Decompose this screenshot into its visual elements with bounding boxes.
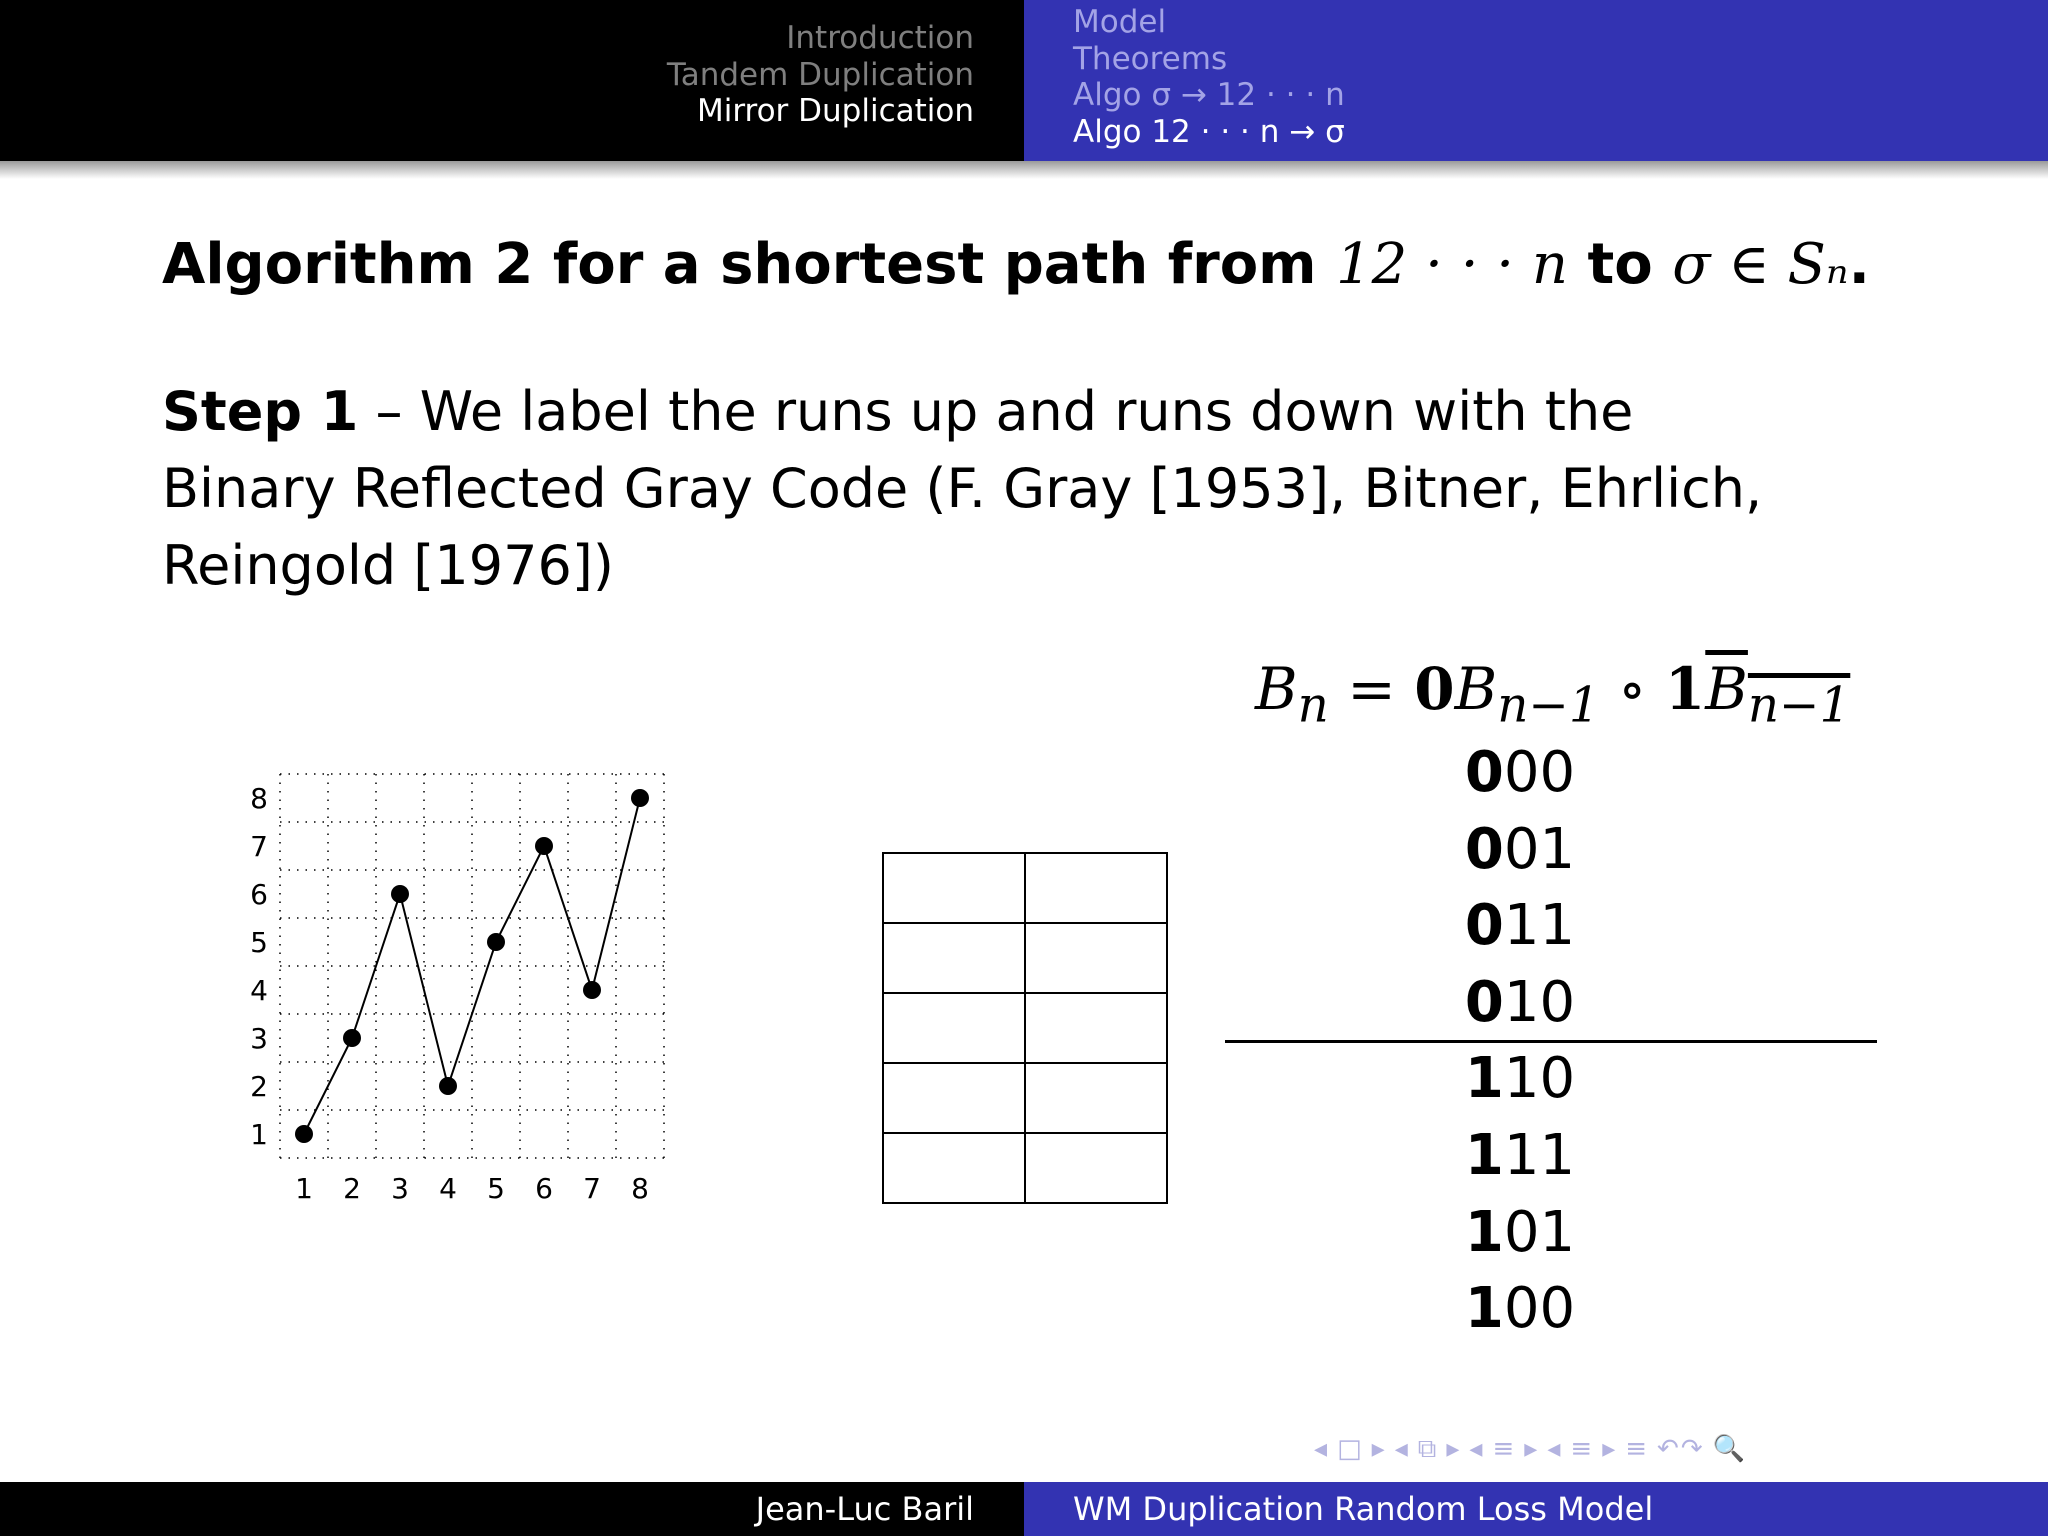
nav-next-doc-icon[interactable]: ▸ bbox=[1602, 1434, 1618, 1464]
table-cell bbox=[883, 1133, 1025, 1203]
gray-code-rest: 00 bbox=[1503, 740, 1576, 805]
nav-subsection-theorems[interactable]: Theorems bbox=[1073, 40, 1228, 77]
footer-bar bbox=[0, 1482, 2048, 1536]
header-bar bbox=[0, 0, 2048, 161]
gray-code-formula: $B_n = 0B_{n-1}$ ∘ $1B_{n-1}$ bbox=[1255, 655, 1851, 734]
y-tick-label: 8 bbox=[250, 782, 268, 815]
table-row bbox=[883, 1133, 1167, 1203]
footer-title: WM Duplication Random Loss Model bbox=[1073, 1490, 1654, 1528]
subsection-nav bbox=[1024, 0, 2048, 161]
section-list bbox=[667, 20, 974, 130]
title-mid: to bbox=[1587, 232, 1653, 297]
data-point bbox=[295, 1125, 313, 1143]
x-tick-label: 1 bbox=[295, 1172, 313, 1205]
y-tick-label: 2 bbox=[250, 1070, 268, 1103]
gray-code-prefix: 1 bbox=[1464, 1046, 1504, 1112]
series-line bbox=[304, 798, 640, 1134]
nav-section-icon[interactable]: ≡ bbox=[1492, 1434, 1517, 1464]
title-end: . bbox=[1848, 232, 1870, 297]
nav-subsection-algo-identity-to-sigma[interactable]: Algo 12 · · · n → σ bbox=[1073, 114, 1345, 151]
y-tick-label: 3 bbox=[250, 1022, 268, 1055]
nav-subsection-model[interactable]: Model bbox=[1073, 4, 1167, 40]
gray-code-entry bbox=[1420, 965, 1620, 1042]
nav-section-tandem-duplication[interactable]: Tandem Duplication bbox=[666, 56, 974, 93]
gray-code-entry bbox=[1420, 1195, 1620, 1272]
nav-back-forward-icon[interactable]: ↶↷ bbox=[1657, 1434, 1705, 1464]
step-text: – We label the runs up and runs down with the Binary Reflected Gray Code (F. Gray [1953], Bitner, Ehrlich, Reingold [1976]) bbox=[162, 380, 1763, 597]
gray-code-entry bbox=[1420, 1041, 1620, 1118]
table-cell bbox=[1025, 853, 1167, 923]
table-cell bbox=[883, 1063, 1025, 1133]
gray-code-entry bbox=[1420, 1271, 1620, 1348]
data-point bbox=[535, 837, 553, 855]
gray-code-prefix: 0 bbox=[1464, 816, 1504, 882]
gray-code-entry bbox=[1420, 735, 1620, 812]
nav-doc-icon[interactable]: ≡ bbox=[1570, 1434, 1595, 1464]
y-tick-label: 5 bbox=[250, 926, 268, 959]
frame-title bbox=[162, 232, 1870, 297]
gray-code-rest: 01 bbox=[1503, 816, 1576, 882]
data-point bbox=[391, 885, 409, 903]
gray-code-entry bbox=[1420, 888, 1620, 965]
table-cell bbox=[1025, 1063, 1167, 1133]
footer-left bbox=[0, 1482, 1024, 1536]
nav-next-frame-icon[interactable]: ▸ bbox=[1371, 1434, 1387, 1464]
x-tick-label: 5 bbox=[487, 1172, 505, 1205]
gray-code-prefix: 0 bbox=[1464, 740, 1504, 805]
nav-prev-subsection-icon[interactable]: ◂ bbox=[1394, 1434, 1410, 1464]
table-cell bbox=[883, 853, 1025, 923]
y-tick-label: 4 bbox=[250, 974, 268, 1007]
x-tick-label: 3 bbox=[391, 1172, 409, 1205]
table-row bbox=[883, 923, 1167, 993]
gray-code-rest: 11 bbox=[1503, 1122, 1576, 1188]
title-prefix: Algorithm 2 for a shortest path from bbox=[162, 232, 1317, 297]
nav-subsection-icon[interactable]: ⧉ bbox=[1417, 1434, 1439, 1464]
section-nav bbox=[0, 0, 1024, 161]
footer-author: Jean-Luc Baril bbox=[755, 1490, 974, 1528]
nav-section-mirror-duplication[interactable]: Mirror Duplication bbox=[696, 93, 974, 130]
gray-code-rest: 10 bbox=[1503, 1046, 1576, 1112]
title-math-identity: 12 · · · n bbox=[1336, 232, 1568, 297]
data-point bbox=[439, 1077, 457, 1095]
x-tick-label: 8 bbox=[631, 1172, 649, 1205]
nav-prev-frame-icon[interactable]: ◂ bbox=[1314, 1434, 1330, 1464]
gray-code-entry bbox=[1420, 812, 1620, 889]
nav-prev-doc-icon[interactable]: ◂ bbox=[1547, 1434, 1563, 1464]
x-tick-label: 7 bbox=[583, 1172, 601, 1205]
run-label-table bbox=[882, 852, 1168, 1204]
y-tick-label: 6 bbox=[250, 878, 268, 911]
y-tick-label: 7 bbox=[250, 830, 268, 863]
y-tick-label: 1 bbox=[250, 1118, 268, 1151]
data-point bbox=[343, 1029, 361, 1047]
gray-code-prefix: 1 bbox=[1464, 1122, 1504, 1188]
table-cell bbox=[1025, 923, 1167, 993]
gray-code-entry bbox=[1420, 1118, 1620, 1195]
header-shadow bbox=[0, 161, 2048, 179]
gray-code-divider bbox=[1225, 1040, 1877, 1043]
permutation-plot bbox=[230, 760, 670, 1210]
subsection-list bbox=[1073, 4, 1345, 151]
table-cell bbox=[1025, 1133, 1167, 1203]
table-row bbox=[883, 993, 1167, 1063]
gray-code-rest: 11 bbox=[1503, 893, 1576, 959]
gray-code-prefix: 0 bbox=[1464, 893, 1504, 959]
step-label: Step 1 bbox=[162, 380, 359, 443]
nav-next-section-icon[interactable]: ▸ bbox=[1524, 1434, 1540, 1464]
x-tick-label: 2 bbox=[343, 1172, 361, 1205]
gray-code-prefix: 1 bbox=[1464, 1199, 1504, 1265]
gray-code-prefix: 1 bbox=[1464, 1276, 1504, 1342]
gray-code-rest: 10 bbox=[1503, 969, 1576, 1035]
x-tick-label: 6 bbox=[535, 1172, 553, 1205]
nav-subsection-algo-sigma-to-identity[interactable]: Algo σ → 12 · · · n bbox=[1073, 77, 1345, 114]
nav-toc-icon[interactable]: ≡ bbox=[1625, 1434, 1650, 1464]
table-row bbox=[883, 1063, 1167, 1133]
nav-search-icon[interactable]: 🔍 bbox=[1712, 1434, 1747, 1464]
table-cell bbox=[883, 923, 1025, 993]
table-row bbox=[883, 853, 1167, 923]
gray-code-rest: 00 bbox=[1503, 1276, 1576, 1342]
data-point bbox=[631, 789, 649, 807]
nav-prev-section-icon[interactable]: ◂ bbox=[1469, 1434, 1485, 1464]
data-point bbox=[583, 981, 601, 999]
nav-next-subsection-icon[interactable]: ▸ bbox=[1446, 1434, 1462, 1464]
title-math-sigma: σ ∈ Sₙ bbox=[1672, 232, 1849, 297]
gray-code-rest: 01 bbox=[1503, 1199, 1576, 1265]
x-tick-label: 4 bbox=[439, 1172, 457, 1205]
table-cell bbox=[883, 993, 1025, 1063]
table-cell bbox=[1025, 993, 1167, 1063]
gray-code-prefix: 0 bbox=[1464, 969, 1504, 1035]
footer-right bbox=[1024, 1482, 2048, 1536]
nav-frame-icon[interactable]: □ bbox=[1337, 1434, 1364, 1464]
nav-section-introduction[interactable]: Introduction bbox=[786, 20, 974, 56]
step-paragraph bbox=[162, 373, 1812, 604]
data-point bbox=[487, 933, 505, 951]
beamer-navigation-symbols[interactable] bbox=[1310, 1434, 1751, 1465]
